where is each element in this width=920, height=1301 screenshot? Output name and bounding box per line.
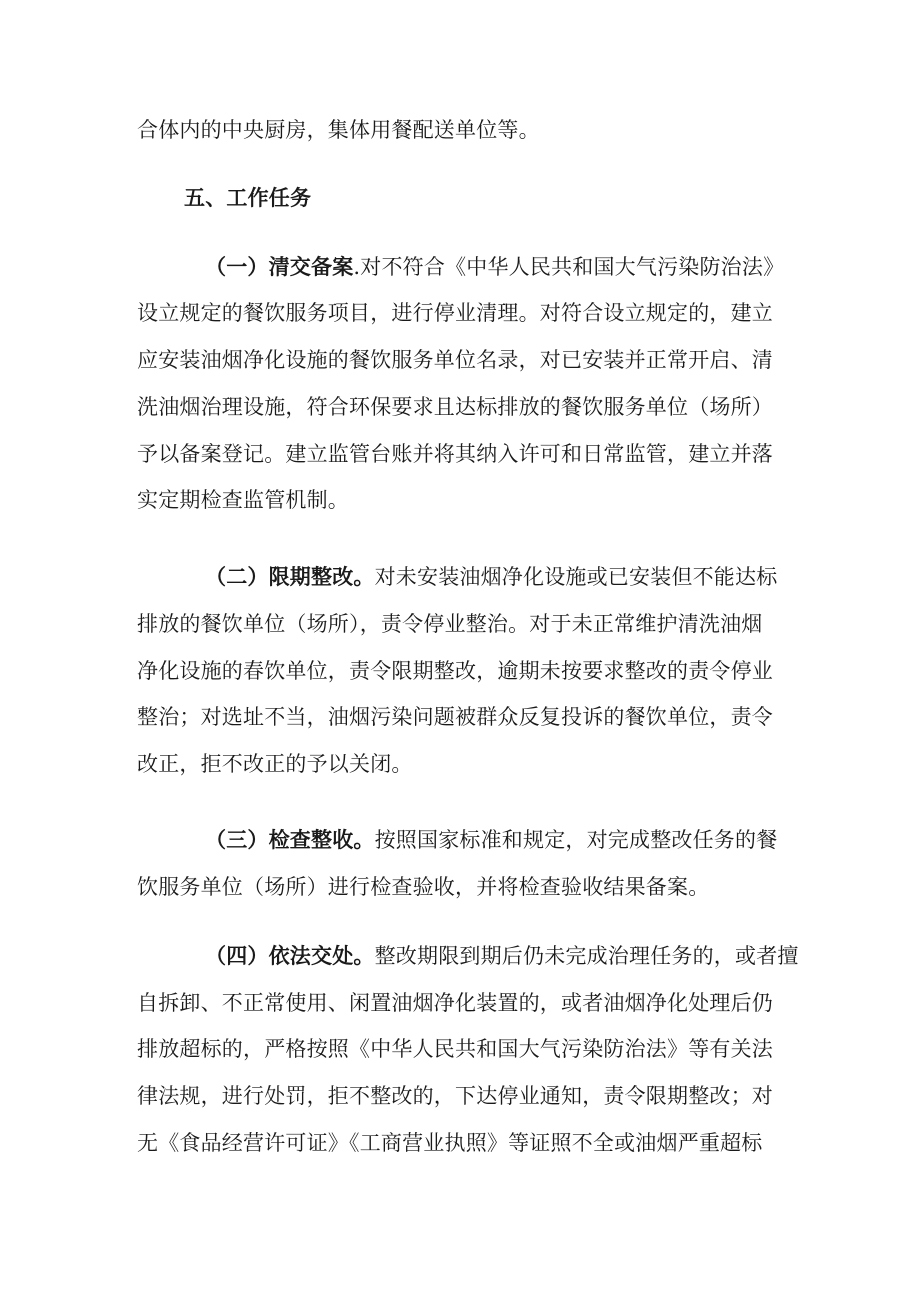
item-heading: （一）清交备案	[205, 254, 354, 279]
paragraph-line: 排放超标的，严格按照《中华人民共和国大气污染防治法》等有关法	[137, 1037, 773, 1061]
paragraph-line: 改正，拒不改正的予以关闭。	[137, 752, 413, 776]
paragraph-line: 实定期检查监管机制。	[137, 488, 349, 512]
paragraph-line: 予以备案登记。建立监管台账并将其纳入许可和日常监管，建立并落	[137, 442, 773, 466]
paragraph-line: （二）限期整改。对未安装油烟净化设施或已安装但不能达标	[205, 564, 778, 589]
paragraph-line: （一）清交备案.对不符合《中华人民共和国大气污染防治法》	[205, 254, 785, 279]
paragraph-line: （三）检查整收。按照国家标准和规定，对完成整改任务的餐	[205, 827, 778, 852]
item-heading: （二）限期整改。	[205, 564, 375, 589]
paragraph-line: 律法规，进行处罚，拒不整改的，下达停业通知，责令限期整改；对	[137, 1084, 773, 1108]
paragraph-line: （四）依法交处。整改期限到期后仍未完成治理任务的，或者擅	[205, 943, 799, 968]
paragraph-line: 饮服务单位（场所）进行检查验收，并将检查验收结果备案。	[137, 875, 710, 899]
paragraph-line: 排放的餐饮单位（场所），责令停业整治。对于未正常维护清洗油烟	[137, 612, 763, 636]
paragraph-line: 整治；对选址不当，油烟污染问题被群众反复投诉的餐饮单位，责令	[137, 705, 773, 729]
paragraph-line: 应安装油烟净化设施的餐饮服务单位名录，对已安装并正常开启、清	[137, 348, 773, 372]
paragraph-line: 净化设施的春饮单位，责令限期整改，逾期未按要求整改的责令停业	[137, 659, 773, 683]
paragraph-line: 自拆卸、不正常使用、闲置油烟净化装置的，或者油烟净化处理后仍	[137, 991, 773, 1015]
paragraph-line: 设立规定的餐饮服务项目，进行停业清理。对符合设立规定的，建立	[137, 301, 773, 325]
item-heading: （三）检查整收。	[205, 827, 375, 852]
paragraph-line: 洗油烟治理设施，符合环保要求且达标排放的餐饮服务单位（场所）	[137, 395, 773, 419]
section-heading: 五、工作任务	[184, 185, 312, 210]
item-heading: （四）依法交处。	[205, 943, 375, 968]
paragraph-line: 无《食品经营许可证》《工商营业执照》等证照不全或油烟严重超标	[137, 1131, 763, 1155]
paragraph-line: 合体内的中央厨房，集体用餐配送单位等。	[137, 118, 540, 142]
